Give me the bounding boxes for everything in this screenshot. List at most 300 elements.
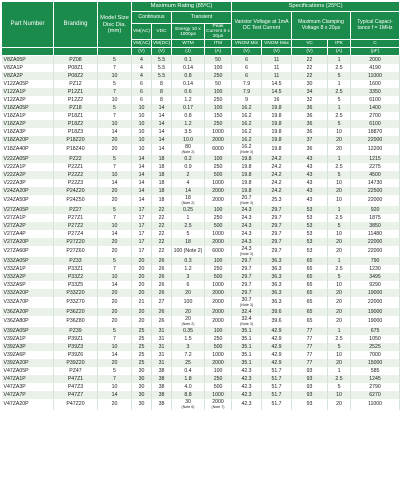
- cell-clamping-voltage-value: 36: [306, 121, 313, 128]
- cell-ipk: [328, 297, 351, 308]
- cell-branding-value: P39Z6: [67, 352, 84, 359]
- table-row: [2, 327, 400, 335]
- cell-energy-value: 100: [183, 298, 193, 305]
- cell-capacitance-value: 11000: [368, 73, 383, 80]
- cell-clamping-voltage: [292, 72, 328, 80]
- cell-vnom-min-value: 19.8: [241, 172, 252, 179]
- cell-peak-current-value: 100: [213, 207, 223, 214]
- cell-vm-ac-value: 17: [138, 247, 145, 254]
- cell-energy-value: 8.8: [184, 392, 192, 399]
- cell-peak-current-value: 1000: [212, 180, 224, 187]
- cell-vm-ac: [132, 257, 152, 265]
- cell-capacitance-value: 7000: [369, 352, 381, 359]
- cell-peak-current-value: 2000: [212, 309, 224, 316]
- cell-branding: [54, 128, 98, 136]
- cell-energy: [172, 359, 205, 367]
- table-row: [2, 112, 400, 120]
- group-transient: Transient: [172, 12, 232, 24]
- cell-vm-ac-value: 17: [138, 207, 145, 214]
- cell-branding-value: P22Z3: [67, 180, 84, 187]
- cell-vnom-max-value: 19.8: [271, 121, 282, 128]
- cell-peak-current-value: 2000: [212, 137, 224, 144]
- cell-part-number-value: V22ZA3P: [3, 180, 26, 187]
- cell-model-size-value: 10: [111, 121, 118, 128]
- table-row: [2, 120, 400, 128]
- cell-vnom-min: [232, 391, 262, 399]
- cell-branding: [54, 64, 98, 72]
- cell-energy: [172, 179, 205, 187]
- cell-vm-dc-value: 31: [158, 352, 165, 359]
- cell-vnom-max: [262, 289, 292, 297]
- cell-clamping-voltage: [292, 265, 328, 273]
- cell-vnom-min-value: 35.1: [241, 360, 252, 367]
- cell-clamping-voltage: [292, 297, 328, 308]
- cell-peak-current-value: 2000: [212, 290, 224, 297]
- cell-capacitance-value: 4190: [369, 65, 381, 72]
- cell-clamping-voltage: [292, 104, 328, 112]
- cell-capacitance: [351, 265, 400, 273]
- cell-vnom-max-value: 24.2: [271, 172, 282, 179]
- cell-clamping-voltage-value: 77: [306, 328, 313, 335]
- cell-vnom-max-value: 42.9: [271, 328, 282, 335]
- cell-vnom-max-value: 51.7: [271, 384, 282, 391]
- cell-vnom-min: [232, 367, 262, 375]
- cell-peak-current: [205, 375, 232, 383]
- cell-energy-value: 1.2: [184, 266, 192, 273]
- col-varistor-voltage: Varistor Voltage at 1mA DC Test Current: [232, 12, 292, 40]
- cell-capacitance-value: 19000: [367, 309, 383, 316]
- cell-peak-current-value: 1000: [212, 392, 224, 399]
- cell-vm-dc-value: 5.5: [157, 65, 166, 72]
- cell-part-number: [2, 88, 54, 96]
- cell-model-size: [98, 195, 132, 206]
- cell-vnom-min-value: 42.3: [241, 392, 252, 399]
- cell-clamping-voltage: [292, 128, 328, 136]
- cell-ipk-value: 1: [337, 57, 341, 64]
- cell-model-size: [98, 104, 132, 112]
- cell-capacitance-value: 920: [370, 207, 380, 214]
- cell-clamping-voltage-value: 65: [306, 298, 313, 305]
- cell-model-size: [98, 289, 132, 297]
- cell-branding: [54, 316, 98, 327]
- cell-part-number-value: V27ZA2P: [3, 223, 26, 230]
- cell-clamping-voltage-value: 65: [306, 309, 313, 316]
- cell-vnom-max-value: 29.7: [271, 223, 282, 230]
- cell-vnom-min-value: 29.7: [241, 266, 252, 273]
- cell-clamping-voltage-value: 36: [306, 129, 313, 136]
- cell-vnom-min-value: 16.2: [241, 137, 252, 144]
- cell-ipk: [328, 187, 351, 195]
- cell-vnom-max-value: 42.9: [271, 344, 282, 351]
- cell-part-number-value: V33ZA05P: [3, 258, 29, 265]
- cell-vm-dc-value: 31: [158, 360, 165, 367]
- cell-vnom-max: [262, 187, 292, 195]
- cell-energy-value: 1.2: [184, 121, 192, 128]
- cell-energy: [172, 230, 205, 238]
- cell-clamping-voltage-value: 43: [306, 196, 313, 203]
- cell-energy-value: 3: [186, 344, 190, 351]
- cell-ipk: [328, 179, 351, 187]
- cell-clamping-voltage-value: 22: [306, 73, 313, 80]
- cell-energy: [172, 281, 205, 289]
- cell-capacitance: [351, 112, 400, 120]
- cell-part-number-value: V18ZA05P: [3, 105, 29, 112]
- cell-vm-ac: [132, 222, 152, 230]
- cell-branding: [54, 343, 98, 351]
- cell-model-size-value: 20: [111, 317, 118, 324]
- cell-clamping-voltage: [292, 246, 328, 257]
- cell-vnom-min: [232, 383, 262, 391]
- cell-vm-dc: [152, 308, 172, 316]
- cell-capacitance-value: 22500: [367, 188, 383, 195]
- cell-vnom-max: [262, 155, 292, 163]
- cell-vm-dc: [152, 171, 172, 179]
- cell-capacitance: [351, 383, 400, 391]
- cell-ipk: [328, 391, 351, 399]
- table-row: [2, 230, 400, 238]
- table-row: [2, 273, 400, 281]
- cell-vm-dc: [152, 144, 172, 155]
- cell-capacitance-value: 11000: [368, 400, 383, 407]
- cell-vm-dc: [152, 343, 172, 351]
- table-row: [2, 104, 400, 112]
- cell-vnom-min-value: 32.4: [241, 309, 252, 316]
- cell-ipk-value: 2.5: [335, 65, 343, 72]
- cell-vnom-min: [232, 289, 262, 297]
- cell-vnom-max: [262, 399, 292, 410]
- cell-peak-current-value: 1000: [212, 231, 224, 238]
- cell-vnom-min: [232, 120, 262, 128]
- cell-vnom-min: [232, 64, 262, 72]
- cell-vnom-max-value: 36.3: [271, 282, 282, 289]
- cell-peak-current: [205, 289, 232, 297]
- cell-energy-value: 3.5: [184, 129, 192, 136]
- cell-ipk: [328, 144, 351, 155]
- cell-clamping-voltage: [292, 206, 328, 214]
- table-row: [2, 367, 400, 375]
- cell-clamping-voltage-value: 36: [306, 113, 313, 120]
- cell-clamping-voltage-value: 53: [306, 207, 313, 214]
- cell-model-size: [98, 351, 132, 359]
- cell-vm-ac: [132, 56, 152, 65]
- cell-peak-current: [205, 391, 232, 399]
- cell-part-number: [2, 136, 54, 144]
- table-row: [2, 222, 400, 230]
- cell-branding-value: P08Z1: [67, 65, 84, 72]
- cell-capacitance: [351, 316, 400, 327]
- cell-vnom-max-value: 36.3: [271, 290, 282, 297]
- cell-vnom-min: [232, 187, 262, 195]
- sub-wtm: WTM: [172, 40, 205, 48]
- cell-vnom-min-value: 9: [245, 97, 248, 104]
- cell-vm-dc: [152, 80, 172, 88]
- cell-model-size-value: 14: [111, 392, 118, 399]
- cell-branding-value: P24Z50: [66, 196, 85, 203]
- cell-clamping-voltage: [292, 289, 328, 297]
- cell-vm-ac-value: 10: [138, 121, 145, 128]
- cell-model-size-value: 5: [113, 57, 116, 64]
- cell-vnom-max: [262, 88, 292, 96]
- cell-model-size: [98, 257, 132, 265]
- cell-vnom-max: [262, 391, 292, 399]
- cell-branding-value: P12Z1: [67, 89, 84, 96]
- cell-ipk-value: 2.5: [335, 376, 343, 383]
- cell-clamping-voltage-value: 53: [306, 223, 313, 230]
- cell-ipk: [328, 104, 351, 112]
- cell-peak-current: [205, 171, 232, 179]
- cell-part-number: [2, 265, 54, 273]
- cell-clamping-voltage-value: 37: [306, 137, 313, 144]
- cell-vm-dc-value: 14: [158, 121, 165, 128]
- cell-vnom-max: [262, 136, 292, 144]
- cell-vm-ac-value: 30: [138, 392, 145, 399]
- cell-vnom-max-value: 36.3: [271, 266, 282, 273]
- cell-vm-dc-value: 18: [158, 180, 165, 187]
- unit-vmax: (V): [262, 48, 292, 56]
- cell-capacitance: [351, 163, 400, 171]
- cell-peak-current: [205, 273, 232, 281]
- cell-vm-dc-value: 14: [158, 113, 165, 120]
- cell-vm-dc: [152, 316, 172, 327]
- cell-vnom-max-value: 14.5: [271, 89, 282, 96]
- cell-vm-dc: [152, 265, 172, 273]
- cell-vnom-max: [262, 214, 292, 222]
- cell-peak-current-value: 2000: [212, 298, 224, 305]
- cell-capacitance-value: 2700: [369, 113, 381, 120]
- cell-branding: [54, 136, 98, 144]
- cell-clamping-voltage-value: 53: [306, 231, 313, 238]
- cell-part-number: [2, 80, 54, 88]
- cell-vm-dc: [152, 155, 172, 163]
- cell-vm-ac-value: 4: [140, 65, 143, 72]
- cell-vnom-min: [232, 155, 262, 163]
- cell-clamping-voltage-value: 32: [306, 97, 313, 104]
- cell-vm-ac-value: 17: [138, 239, 145, 246]
- cell-vm-ac-value: 30: [138, 376, 145, 383]
- cell-vm-dc: [152, 281, 172, 289]
- cell-ipk: [328, 214, 351, 222]
- table-row: [2, 96, 400, 104]
- cell-ipk-value: 20: [336, 188, 342, 195]
- cell-capacitance-value: 675: [370, 328, 380, 335]
- cell-capacitance: [351, 171, 400, 179]
- cell-vnom-max-value: 19.8: [271, 105, 282, 112]
- cell-peak-current: [205, 316, 232, 327]
- cell-part-number: [2, 335, 54, 343]
- cell-peak-current-value: 250: [213, 164, 223, 171]
- cell-capacitance: [351, 214, 400, 222]
- cell-clamping-voltage-value: 22: [306, 65, 313, 72]
- cell-vm-dc-value: 38: [158, 392, 165, 399]
- cell-model-size: [98, 335, 132, 343]
- cell-clamping-voltage-value: 77: [306, 360, 313, 367]
- cell-peak-current: [205, 351, 232, 359]
- cell-peak-current-value: 2000: [212, 360, 224, 367]
- cell-vm-ac-value: 10: [138, 145, 145, 152]
- cell-vnom-max: [262, 257, 292, 265]
- cell-energy: [172, 383, 205, 391]
- cell-vm-ac: [132, 265, 152, 273]
- cell-vm-dc: [152, 367, 172, 375]
- cell-branding: [54, 56, 98, 65]
- cell-model-size: [98, 383, 132, 391]
- cell-capacitance: [351, 187, 400, 195]
- cell-energy: [172, 56, 205, 65]
- cell-branding-value: PZ27: [69, 207, 82, 214]
- cell-branding: [54, 195, 98, 206]
- cell-branding: [54, 335, 98, 343]
- cell-vm-dc: [152, 112, 172, 120]
- cell-vm-dc: [152, 72, 172, 80]
- cell-vnom-max: [262, 265, 292, 273]
- cell-clamping-voltage: [292, 56, 328, 65]
- cell-model-size: [98, 112, 132, 120]
- cell-vnom-min: [232, 399, 262, 410]
- cell-vnom-min: [232, 171, 262, 179]
- cell-energy: [172, 335, 205, 343]
- cell-clamping-voltage: [292, 335, 328, 343]
- cell-vnom-max-value: 29.7: [271, 215, 282, 222]
- cell-vnom-min-value: 30.7: [241, 297, 252, 303]
- cell-energy-value: 80: [185, 144, 191, 150]
- cell-model-size-value: 14: [111, 129, 118, 136]
- cell-energy-value: 20: [185, 316, 191, 322]
- cell-part-number-value: V33ZA1P: [3, 266, 26, 273]
- cell-vnom-min-value: 42.3: [241, 376, 252, 383]
- cell-energy-value: 1.8: [184, 376, 192, 383]
- table-row: [2, 56, 400, 65]
- cell-vnom-min-value: 42.3: [241, 368, 252, 375]
- cell-capacitance-value: 6100: [369, 97, 381, 104]
- cell-ipk: [328, 257, 351, 265]
- cell-part-number-value: V33ZA2P: [3, 274, 26, 281]
- cell-capacitance-value: 2790: [369, 384, 381, 391]
- cell-branding-value: PZ18: [69, 105, 82, 112]
- cell-energy: [172, 195, 205, 206]
- cell-energy: [172, 273, 205, 281]
- cell-peak-current-value: 100: [213, 65, 223, 72]
- cell-vm-dc: [152, 375, 172, 383]
- cell-ipk-value: 10: [336, 231, 342, 238]
- cell-vm-dc: [152, 96, 172, 104]
- cell-ipk: [328, 64, 351, 72]
- cell-branding-value: P08Z2: [67, 73, 84, 80]
- cell-vm-dc-value: 18: [158, 164, 165, 171]
- cell-vnom-min: [232, 56, 262, 65]
- cell-vm-ac: [132, 155, 152, 163]
- cell-ipk-value: 1: [337, 368, 341, 375]
- cell-ipk: [328, 96, 351, 104]
- cell-model-size-value: 5: [113, 81, 116, 88]
- cell-vm-ac: [132, 120, 152, 128]
- cell-vnom-max-value: 19.8: [271, 129, 282, 136]
- cell-ipk-value: 20: [336, 317, 342, 324]
- cell-part-number: [2, 246, 54, 257]
- cell-energy: [172, 171, 205, 179]
- cell-vnom-max-value: 51.7: [271, 392, 282, 399]
- cell-part-number-value: V22ZA2P: [3, 172, 26, 179]
- cell-model-size-value: 14: [111, 180, 118, 187]
- cell-capacitance-value: 22000: [367, 247, 383, 254]
- cell-peak-current: [205, 383, 232, 391]
- cell-branding-value: P39Z20: [66, 360, 85, 367]
- cell-vm-ac-value: 30: [138, 384, 145, 391]
- cell-peak-current: [205, 56, 232, 65]
- sub-ipk: IPK: [328, 40, 351, 48]
- cell-ipk-value: 20: [336, 239, 342, 246]
- table-row: [2, 316, 400, 327]
- cell-capacitance-value: 2000: [369, 57, 381, 64]
- cell-capacitance-value: 11480: [368, 231, 383, 238]
- cell-vm-ac-value: 10: [138, 105, 145, 112]
- cell-model-size-value: 7: [113, 89, 116, 96]
- cell-ipk: [328, 136, 351, 144]
- cell-ipk-value: 5: [337, 121, 341, 128]
- cell-peak-current: [205, 155, 232, 163]
- cell-branding-value: P18Z2: [67, 121, 84, 128]
- cell-peak-current-value: 2000: [212, 188, 224, 195]
- cell-energy: [172, 265, 205, 273]
- cell-model-size-value: 5: [113, 368, 116, 375]
- cell-peak-current: [205, 120, 232, 128]
- cell-vm-dc-value: 8: [160, 81, 163, 88]
- cell-branding: [54, 96, 98, 104]
- cell-part-number: [2, 155, 54, 163]
- cell-model-size: [98, 238, 132, 246]
- cell-vm-ac-value: 14: [138, 156, 145, 163]
- cell-ipk: [328, 273, 351, 281]
- cell-vnom-min: [232, 273, 262, 281]
- note-ref: (Note 3): [240, 252, 254, 257]
- cell-capacitance-value: 3495: [369, 274, 381, 281]
- cell-vnom-min-value: 16.2: [241, 144, 252, 150]
- cell-capacitance-value: 22000: [367, 196, 383, 203]
- cell-vnom-min: [232, 246, 262, 257]
- cell-branding: [54, 72, 98, 80]
- cell-peak-current-value: 250: [213, 266, 223, 273]
- cell-vm-dc-value: 8: [160, 89, 163, 96]
- cell-capacitance: [351, 335, 400, 343]
- cell-vnom-max: [262, 230, 292, 238]
- cell-branding-value: PZ08: [69, 57, 82, 64]
- cell-vnom-max-value: 51.7: [271, 400, 282, 407]
- cell-energy: [172, 96, 205, 104]
- cell-peak-current: [205, 367, 232, 375]
- cell-vnom-max-value: 29.7: [271, 247, 282, 254]
- cell-clamping-voltage-value: 43: [306, 188, 313, 195]
- cell-ipk: [328, 195, 351, 206]
- cell-model-size: [98, 96, 132, 104]
- table-row: [2, 128, 400, 136]
- cell-vm-dc-value: 22: [158, 215, 165, 222]
- cell-vm-ac: [132, 187, 152, 195]
- cell-vm-dc-value: 14: [158, 145, 165, 152]
- cell-vnom-min-value: 19.8: [241, 156, 252, 163]
- cell-vm-ac-value: 25: [138, 328, 145, 335]
- cell-vnom-min: [232, 308, 262, 316]
- cell-vm-dc-value: 8: [160, 97, 163, 104]
- cell-vm-dc-value: 26: [158, 282, 165, 289]
- cell-model-size: [98, 222, 132, 230]
- cell-peak-current: [205, 335, 232, 343]
- cell-vm-ac: [132, 104, 152, 112]
- cell-part-number: [2, 187, 54, 195]
- cell-part-number: [2, 289, 54, 297]
- cell-clamping-voltage: [292, 96, 328, 104]
- note-ref: (Note 3): [240, 150, 254, 155]
- cell-vnom-min-value: 7.9: [242, 89, 251, 96]
- cell-branding-value: P36Z20: [66, 309, 85, 316]
